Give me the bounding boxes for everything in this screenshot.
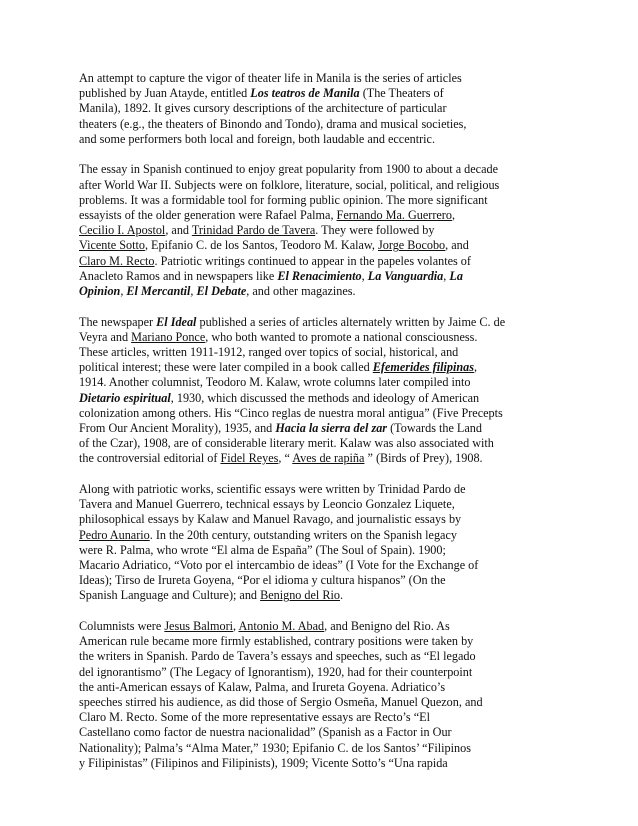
hyperlink[interactable]: Efemerides filipinas: [372, 360, 474, 375]
emphasis-text: Los teatros de Manila: [250, 86, 360, 101]
text-line: [79, 330, 599, 345]
text-run: and some performers both local and foreign, both laudable and eccentric.: [79, 131, 436, 146]
text-run: Claro M. Recto. Some of the more representative essays are Recto’s “El: [79, 710, 430, 725]
hyperlink[interactable]: Trinidad Pardo de Tavera: [191, 223, 316, 238]
text-line: [79, 86, 599, 101]
text-line: [79, 512, 599, 527]
text-line: [79, 421, 599, 436]
paragraph: [79, 482, 599, 604]
text-line: [79, 756, 599, 771]
text-line: [79, 725, 599, 740]
text-run: . Patriotic writings continued to appear in the papeles volantes of: [154, 253, 471, 268]
text-line: [79, 391, 599, 406]
text-line: [79, 71, 599, 86]
text-run: . In the 20th century, outstanding writers on the Spanish legacy: [149, 527, 457, 542]
text-run: colonization among others. His “Cinco reglas de nuestra moral antigua” (Five Precepts: [79, 405, 503, 420]
text-run: Nationality); Palma’s “Alma Mater,” 1930; Epifanio C. de los Santos’ “Filipinos: [79, 740, 471, 755]
text-line: [79, 223, 599, 238]
hyperlink[interactable]: Fernando Ma. Guerrero: [336, 208, 452, 223]
text-run: the controversial editorial of: [79, 451, 221, 466]
text-line: [79, 573, 599, 588]
text-line: [79, 619, 599, 634]
paragraph: [79, 315, 599, 467]
text-run: del ignorantismo” (The Legacy of Ignorantism), 1920, had for their counterpoint: [79, 664, 473, 679]
text-line: [79, 375, 599, 390]
emphasis-text: El Ideal: [156, 314, 197, 329]
text-line: [79, 710, 599, 725]
text-run: published by Juan Atayde, entitled: [79, 86, 251, 101]
emphasis-text: El Mercantil: [126, 284, 191, 299]
text-run: , who both wanted to promote a national consciousness.: [205, 329, 478, 344]
text-line: [79, 406, 599, 421]
hyperlink[interactable]: Pedro Aunario: [79, 527, 150, 542]
text-line: [79, 238, 599, 253]
body-text: [79, 71, 599, 786]
text-line: [79, 543, 599, 558]
text-line: [79, 132, 599, 147]
text-run: after World War II. Subjects were on folklore, literature, social, political, and religious: [79, 177, 500, 192]
text-line: [79, 254, 599, 269]
paragraph: [79, 162, 599, 299]
emphasis-text: El Debate: [196, 284, 247, 299]
text-run: 1914. Another columnist, Teodoro M. Kalaw, wrote columns later compiled into: [79, 375, 471, 390]
hyperlink[interactable]: Aves de rapiña: [292, 451, 365, 466]
hyperlink[interactable]: Jesus Balmori: [164, 619, 234, 634]
text-line: [79, 284, 599, 299]
hyperlink[interactable]: Claro M. Recto: [79, 253, 155, 268]
text-run: speeches stirred his audience, as did those of Sergio Osmeña, Manuel Quezon, and: [79, 695, 483, 710]
text-run: philosophical essays by Kalaw and Manuel Ravago, and journalistic essays by: [79, 512, 462, 527]
text-line: [79, 315, 599, 330]
text-run: of the Czar), 1908, are of considerable literary merit. Kalaw was also associated with: [79, 436, 494, 451]
text-run: ,: [361, 268, 368, 283]
text-line: [79, 649, 599, 664]
text-run: , Epifanio C. de los Santos, Teodoro M. Kalaw,: [144, 238, 379, 253]
text-line: [79, 178, 599, 193]
text-run: , and Benigno del Rio. As: [324, 619, 450, 634]
text-run: .: [339, 588, 344, 603]
text-line: [79, 269, 599, 284]
hyperlink[interactable]: Vicente Sotto: [79, 238, 145, 253]
text-run: , and other magazines.: [246, 284, 356, 299]
text-run: political interest; these were later compiled in a book called: [79, 360, 373, 375]
paragraph: [79, 71, 599, 147]
text-line: [79, 117, 599, 132]
text-run: ,: [190, 284, 197, 299]
text-run: problems. It was a formidable tool for forming public opinion. The more significant: [79, 192, 488, 207]
text-run: , and: [445, 238, 469, 253]
text-run: y Filipinistas” (Filipinos and Filipinists), 1909; Vicente Sotto’s “Una rapida: [79, 755, 448, 770]
emphasis-text: Hacia la sierra del zar: [275, 421, 388, 436]
emphasis-text: La: [449, 268, 463, 283]
text-run: Columnists were: [79, 619, 165, 634]
text-run: Macario Adriatico, “Voto por el intercambio de ideas” (I Vote for the Exchange of: [79, 558, 479, 573]
text-run: , “: [278, 451, 293, 466]
text-line: [79, 665, 599, 680]
text-line: [79, 680, 599, 695]
text-line: [79, 208, 599, 223]
text-run: . They were followed by: [315, 223, 435, 238]
hyperlink[interactable]: Jorge Bocobo: [378, 238, 446, 253]
text-run: Manila), 1892. It gives cursory descriptions of the architecture of particular: [79, 101, 447, 116]
text-line: [79, 741, 599, 756]
text-run: theaters (e.g., the theaters of Binondo and Tondo), drama and musical societies,: [79, 116, 467, 131]
text-run: ,: [233, 619, 239, 634]
paragraph: [79, 619, 599, 771]
text-line: [79, 436, 599, 451]
text-run: Veyra and: [79, 329, 132, 344]
text-run: , and: [165, 223, 192, 238]
text-run: ,: [120, 284, 127, 299]
text-run: These articles, written 1911-1912, ranged over topics of social, historical, and: [79, 345, 459, 360]
text-run: (The Theaters of: [359, 86, 444, 101]
emphasis-text: Dietario espiritual: [79, 390, 171, 405]
text-line: [79, 360, 599, 375]
text-run: were R. Palma, who wrote “El alma de España” (The Soul of Spain). 1900;: [79, 542, 446, 557]
text-line: [79, 588, 599, 603]
text-run: published a series of articles alternately written by Jaime C. de: [196, 314, 506, 329]
text-run: (Towards the Land: [387, 421, 482, 436]
text-run: the writers in Spanish. Pardo de Tavera’s essays and speeches, such as “El legado: [79, 649, 476, 664]
text-line: [79, 451, 599, 466]
hyperlink[interactable]: Antonio M. Abad: [238, 619, 325, 634]
text-run: Along with patriotic works, scientific essays were written by Trinidad Pardo de: [79, 482, 466, 497]
text-run: essayists of the older generation were Rafael Palma,: [79, 208, 337, 223]
text-line: [79, 162, 599, 177]
text-run: ” (Birds of Prey), 1908.: [364, 451, 483, 466]
hyperlink[interactable]: Cecilio I. Apostol: [79, 223, 166, 238]
text-run: ,: [443, 268, 450, 283]
text-run: Ideas); Tirso de Irureta Goyena, “Por el idioma y cultura hispanos” (On the: [79, 573, 446, 588]
hyperlink[interactable]: Benigno del Rio: [260, 588, 340, 603]
emphasis-text: El Renacimiento: [277, 268, 362, 283]
text-run: From Our Ancient Morality), 1935, and: [79, 421, 276, 436]
text-line: [79, 497, 599, 512]
text-run: Castellano como factor de nuestra nacionalidad” (Spanish as a Factor in Our: [79, 725, 452, 740]
text-line: [79, 558, 599, 573]
text-line: [79, 193, 599, 208]
text-run: Spanish Language and Culture); and: [79, 588, 261, 603]
emphasis-text: Opinion: [79, 284, 121, 299]
text-line: [79, 482, 599, 497]
text-run: Tavera and Manuel Guerrero, technical essays by Leoncio Gonzalez Liquete,: [79, 497, 455, 512]
text-run: The newspaper: [79, 314, 157, 329]
text-run: American rule became more firmly established, contrary positions were taken by: [79, 634, 474, 649]
text-run: the anti-American essays of Kalaw, Palma, and Irureta Goyena. Adriatico’s: [79, 679, 446, 694]
text-run: , 1930, which discussed the methods and ideology of American: [170, 390, 480, 405]
text-line: [79, 101, 599, 116]
text-run: An attempt to capture the vigor of theater life in Manila is the series of articles: [79, 71, 462, 85]
text-run: ,: [473, 360, 478, 375]
hyperlink[interactable]: Fidel Reyes: [220, 451, 279, 466]
text-run: The essay in Spanish continued to enjoy great popularity from 1900 to about a decade: [79, 162, 499, 177]
emphasis-text: La Vanguardia: [367, 268, 444, 283]
text-line: [79, 695, 599, 710]
text-run: ,: [451, 208, 455, 223]
text-line: [79, 634, 599, 649]
text-run: Anacleto Ramos and in newspapers like: [79, 268, 278, 283]
hyperlink[interactable]: Mariano Ponce: [131, 329, 206, 344]
text-line: [79, 345, 599, 360]
text-line: [79, 528, 599, 543]
